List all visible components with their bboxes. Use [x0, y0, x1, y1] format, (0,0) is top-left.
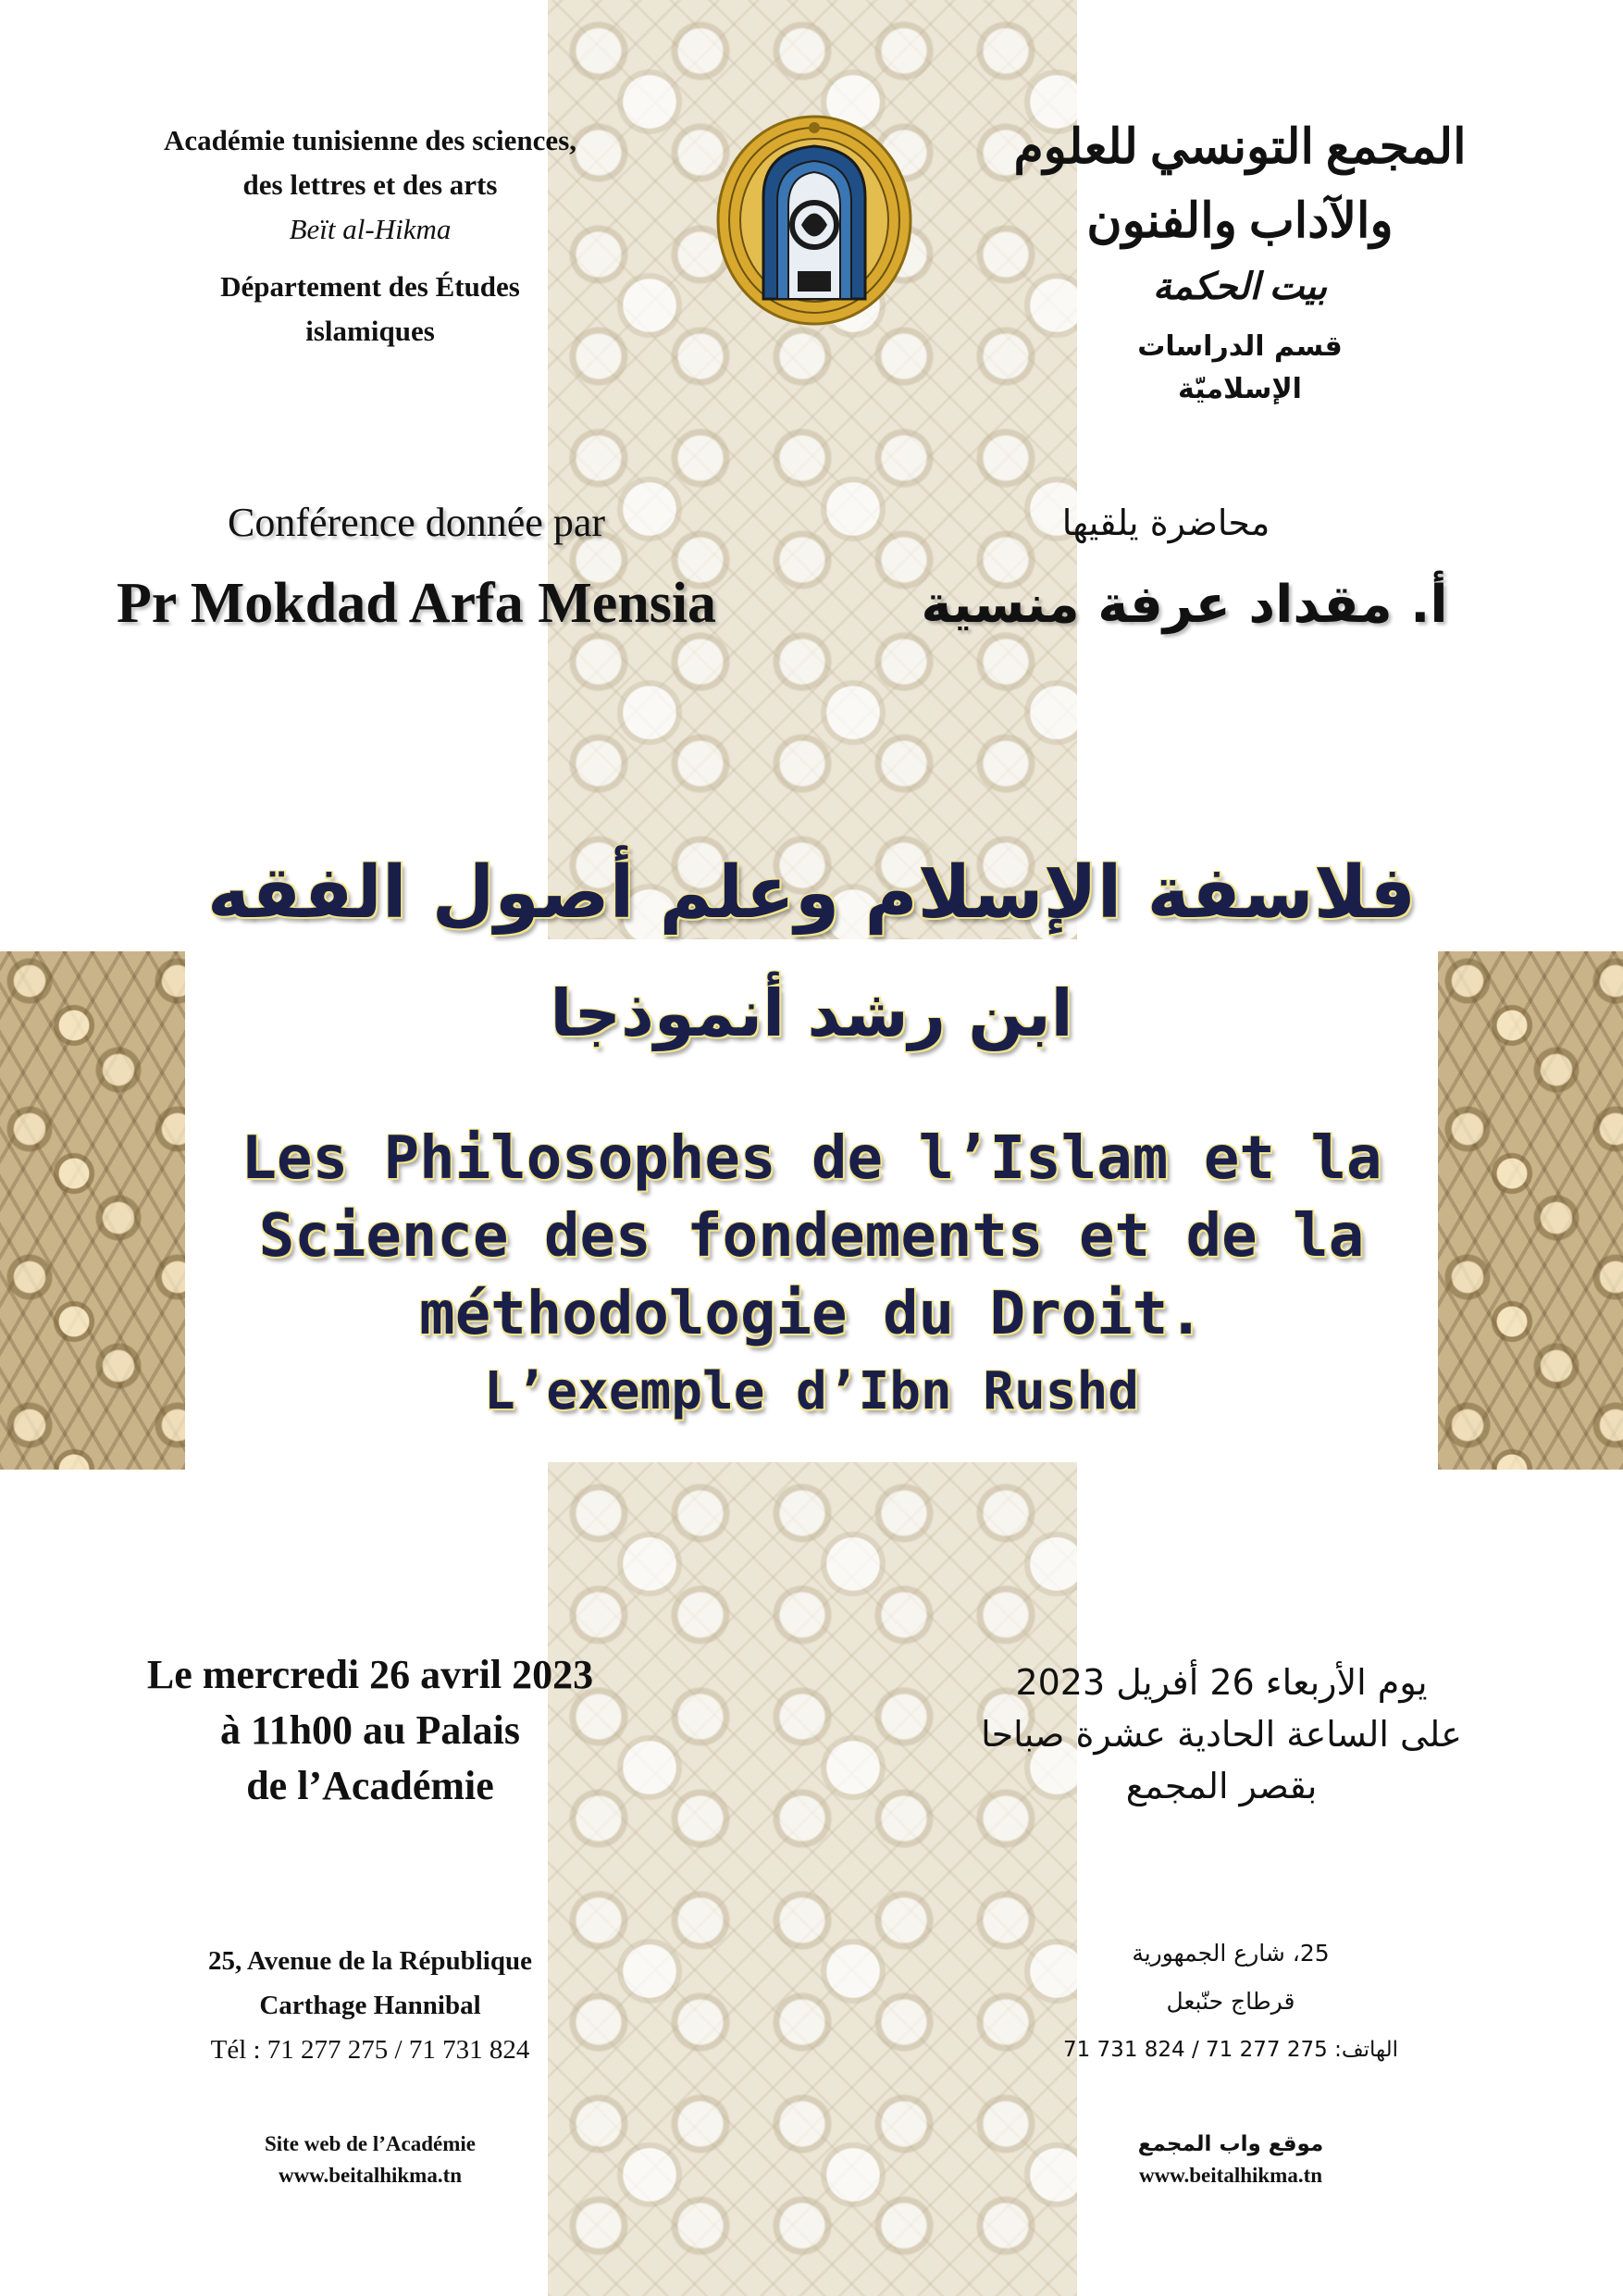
- title-arabic-main: فلاسفة الإسلام وعلم أصول الفقه: [206, 851, 1417, 935]
- beit-al-hikma-ar: بيت الحكمة: [1152, 266, 1328, 307]
- title-fr-line3: méthodologie du Droit.: [419, 1280, 1204, 1348]
- ornament-bottom-panel: [548, 1462, 1077, 2296]
- address-ar-line1: 25، شارع الجمهورية: [1132, 1940, 1330, 1967]
- conference-label-fr: Conférence donnée par: [227, 500, 605, 545]
- website-ar-link[interactable]: www.beitalhikma.tn: [1138, 2164, 1323, 2187]
- academy-seal-icon: [712, 109, 916, 331]
- phone-ar: الهاتف: 275 277 71 / 824 731 71: [1062, 2038, 1399, 2062]
- website-fr-link[interactable]: www.beitalhikma.tn: [278, 2164, 463, 2187]
- date-ar-line2: على الساعة الحادية عشرة صباحا: [981, 1714, 1462, 1755]
- date-french: [83, 1647, 657, 1814]
- academy-name-ar: المجمع التونسي للعلوم والآداب والفنون: [1013, 121, 1467, 248]
- date-arabic: [907, 1657, 1536, 1812]
- department-ar-line2: الإسلاميّة: [1178, 373, 1302, 405]
- title-fr-line4: L’exemple d’Ibn Rushd: [483, 1361, 1139, 1421]
- academy-name-fr-line2: des lettres et des arts: [242, 168, 498, 201]
- address-french: [139, 1939, 601, 2072]
- date-fr-line2: à 11h00 au Palais: [220, 1707, 520, 1753]
- department-fr-line2: islamiques: [305, 315, 435, 347]
- website-fr-label: Site web de l’Académie: [264, 2132, 477, 2155]
- date-ar-line3: بقصر المجمع: [1125, 1766, 1318, 1806]
- speaker-name-ar: أ. مقداد عرفة منسية: [921, 575, 1448, 635]
- academy-name-fr-line1: Académie tunisienne des sciences,: [163, 124, 577, 156]
- department-ar-line1: قسم الدراسات: [1137, 330, 1343, 363]
- date-ar-line1: يوم الأربعاء 26 أفريل 2023: [1015, 1662, 1428, 1703]
- website-french: [185, 2128, 555, 2191]
- title-french: [199, 1120, 1424, 1431]
- address-fr-line1: 25, Avenue de la République: [208, 1946, 532, 1976]
- department-fr-line1: Département des Études: [220, 270, 520, 303]
- title-fr-line2: Science des fondements et de la: [258, 1202, 1365, 1271]
- academy-name-fr-line3: Beït al-Hikma: [289, 213, 452, 245]
- ornament-right-panel: [1438, 951, 1623, 1470]
- address-arabic: [1018, 1930, 1443, 2074]
- header-arabic: [944, 111, 1536, 411]
- date-fr-line3: de l’Académie: [246, 1763, 494, 1808]
- website-arabic: [1046, 2128, 1416, 2191]
- header-french: [83, 118, 657, 354]
- speaker-name-fr: Pr Mokdad Arfa Mensia: [116, 572, 717, 635]
- date-fr-line1: Le mercredi 26 avril 2023: [146, 1652, 594, 1697]
- ornament-left-panel: [0, 951, 185, 1470]
- phone-fr: Tél : 71 277 275 / 71 731 824: [210, 2035, 530, 2065]
- title-fr-line1: Les Philosophes de l’Islam et la: [241, 1124, 1382, 1193]
- title-arabic-sub: ابن رشد أنموذجا: [550, 975, 1073, 1051]
- address-fr-line2: Carthage Hannibal: [259, 1991, 481, 2020]
- conference-label-ar: محاضرة يلقيها: [1061, 503, 1270, 543]
- website-ar-label: موقع واب المجمع: [1137, 2132, 1324, 2156]
- address-ar-line2: قرطاج حنّبعل: [1166, 1988, 1295, 2015]
